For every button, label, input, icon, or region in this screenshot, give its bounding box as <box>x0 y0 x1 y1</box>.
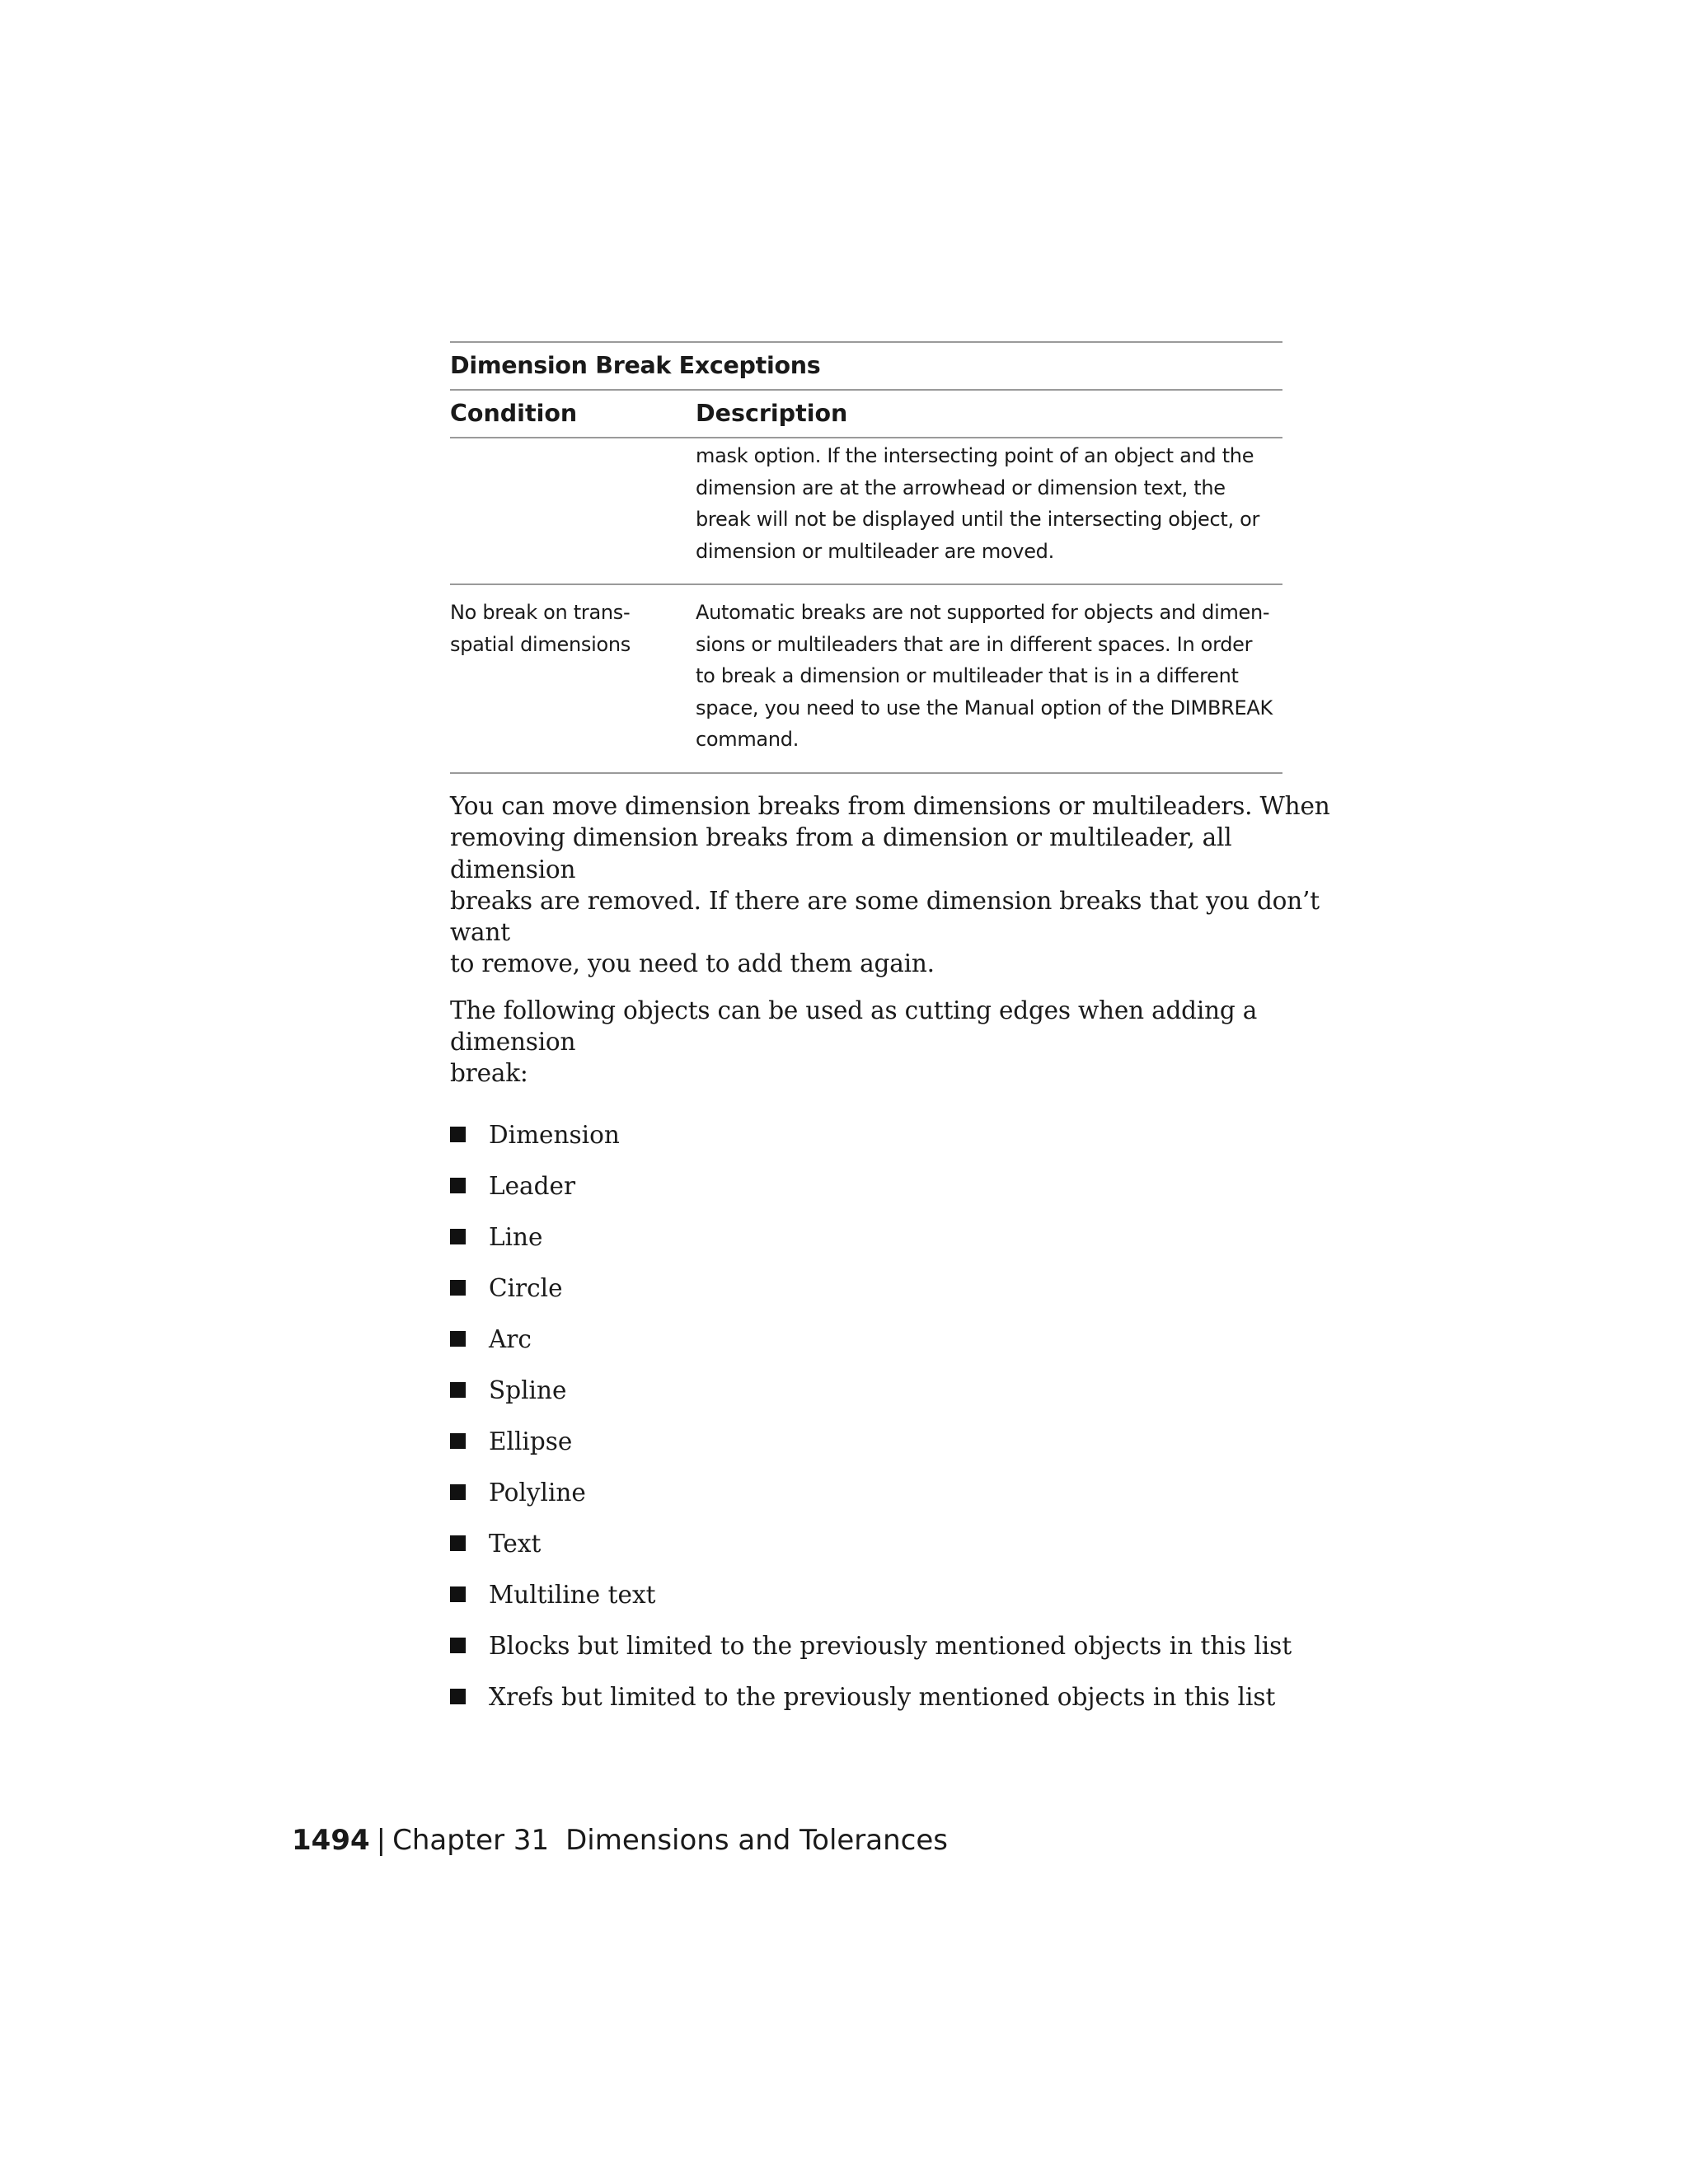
table-bottom-rule <box>450 772 1282 774</box>
table-title: Dimension Break Exceptions <box>450 352 821 379</box>
dimension-break-exceptions-table <box>450 341 1282 774</box>
square-bullet-icon <box>450 1382 466 1398</box>
list-item <box>450 1518 1332 1569</box>
body-paragraph: You can move dimension breaks from dimensions or multileaders. When removing dimension breaks from a dimension or multileader, all dimension breaks are removed. If there are some dimension breaks that you don’t want to remove, you need to add them again. <box>450 792 1330 978</box>
table-row <box>450 585 1282 772</box>
square-bullet-icon <box>450 1638 466 1653</box>
list-item <box>450 1263 1332 1314</box>
square-bullet-icon <box>450 1127 466 1142</box>
list-item-label: Xrefs but limited to the previously mentioned objects in this list <box>489 1682 1276 1711</box>
square-bullet-icon <box>450 1586 466 1602</box>
row-condition: No break on trans- spatial dimensions <box>450 601 631 656</box>
row-description: Automatic breaks are not supported for objects and dimen- sions or multileaders that are in different spaces. In order to break a dimension or multileader that is in a different space, you need to use the Manual option of the DIMBREAK command. <box>696 601 1273 751</box>
square-bullet-icon <box>450 1229 466 1244</box>
list-item <box>450 1160 1332 1212</box>
list-item-label: Polyline <box>489 1478 586 1507</box>
page-number: 1494 <box>292 1824 370 1857</box>
square-bullet-icon <box>450 1535 466 1551</box>
square-bullet-icon <box>450 1178 466 1193</box>
list-item-label: Multiline text <box>489 1580 656 1609</box>
list-item-label: Spline <box>489 1376 567 1404</box>
square-bullet-icon <box>450 1331 466 1347</box>
list-item <box>450 1416 1332 1467</box>
list-item <box>450 1212 1332 1263</box>
list-item <box>450 1467 1332 1518</box>
cutting-edge-objects-list <box>450 1109 1332 1722</box>
header-condition: Condition <box>450 400 578 427</box>
table-row <box>450 438 1282 583</box>
list-item <box>450 1671 1332 1722</box>
square-bullet-icon <box>450 1689 466 1704</box>
body-paragraph: The following objects can be used as cutting edges when adding a dimension break: <box>450 996 1258 1088</box>
list-item-label: Line <box>489 1222 543 1251</box>
row-condition <box>450 440 696 565</box>
list-item-label: Circle <box>489 1273 563 1302</box>
list-item <box>450 1365 1332 1416</box>
page-footer <box>292 1820 948 1861</box>
chapter-title: Dimensions and Tolerances <box>565 1824 948 1857</box>
list-item-label: Ellipse <box>489 1427 573 1455</box>
list-item <box>450 1314 1332 1365</box>
footer-separator: | <box>376 1824 387 1857</box>
list-item <box>450 1109 1332 1160</box>
row-description: mask option. If the intersecting point of an object and the dimension are at the arrowhead or dimension text, the break will not be displayed until the intersecting object, or dimension or multileader are moved. <box>696 444 1260 563</box>
square-bullet-icon <box>450 1484 466 1500</box>
table-header-row <box>450 391 1282 437</box>
list-item <box>450 1620 1332 1671</box>
list-item-label: Dimension <box>489 1120 620 1149</box>
square-bullet-icon <box>450 1280 466 1296</box>
page-content <box>450 341 1332 1722</box>
list-item-label: Blocks but limited to the previously mentioned objects in this list <box>489 1631 1292 1660</box>
list-item <box>450 1569 1332 1620</box>
list-item-label: Arc <box>489 1324 532 1353</box>
header-description: Description <box>696 400 848 427</box>
chapter-label: Chapter 31 <box>392 1824 550 1857</box>
list-item-label: Leader <box>489 1171 576 1200</box>
list-item-label: Text <box>489 1529 542 1558</box>
square-bullet-icon <box>450 1433 466 1449</box>
